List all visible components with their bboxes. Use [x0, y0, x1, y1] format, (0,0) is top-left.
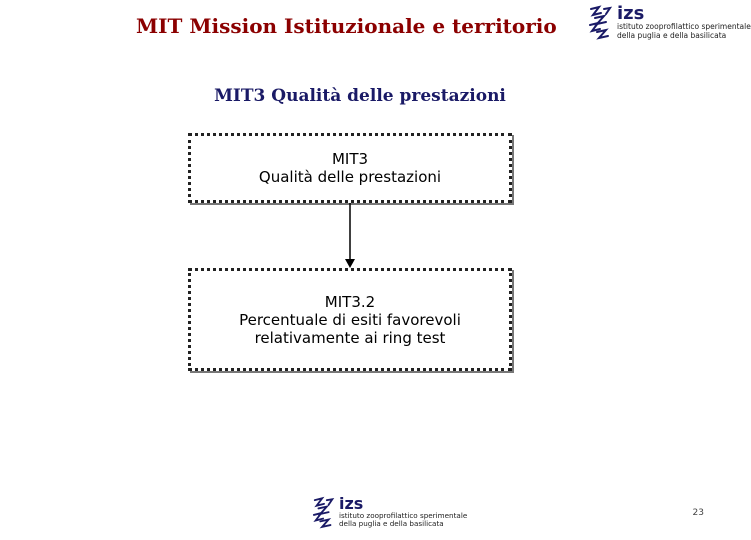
- logo-word: izs: [339, 494, 364, 513]
- page-title: MIT Mission Istituzionale e territorio: [136, 14, 557, 38]
- box-code: MIT3: [331, 150, 369, 168]
- box-label-line-1: Percentuale di esiti favorevoli: [239, 310, 461, 329]
- section-subtitle: MIT3 Qualità delle prestazioni: [214, 86, 506, 106]
- logo-line-2: della puglia e della basilicata: [339, 519, 444, 529]
- box-code: MIT3.2: [324, 292, 376, 311]
- diagram-box-mit3-2: [188, 268, 512, 371]
- izs-emblem-icon: [312, 496, 336, 532]
- logo-text: [617, 5, 751, 40]
- logo-text: [339, 496, 467, 529]
- logo-line-1: istituto zooprofilattico sperimentale: [339, 511, 468, 520]
- connector-arrow: [340, 203, 360, 268]
- logo-line-2: della puglia e della basilicata: [617, 30, 727, 40]
- izs-logo-top: [588, 5, 751, 43]
- page-number: 23: [692, 508, 704, 518]
- diagram-box-mit3: [188, 133, 512, 203]
- izs-emblem-icon: [588, 5, 614, 43]
- box-label: Qualità delle prestazioni: [258, 168, 442, 186]
- izs-logo-bottom: [312, 496, 467, 532]
- logo-line-1: istituto zooprofilattico sperimentale: [617, 22, 751, 31]
- logo-word: izs: [617, 3, 645, 24]
- box-label-line-2: relativamente ai ring test: [254, 328, 446, 347]
